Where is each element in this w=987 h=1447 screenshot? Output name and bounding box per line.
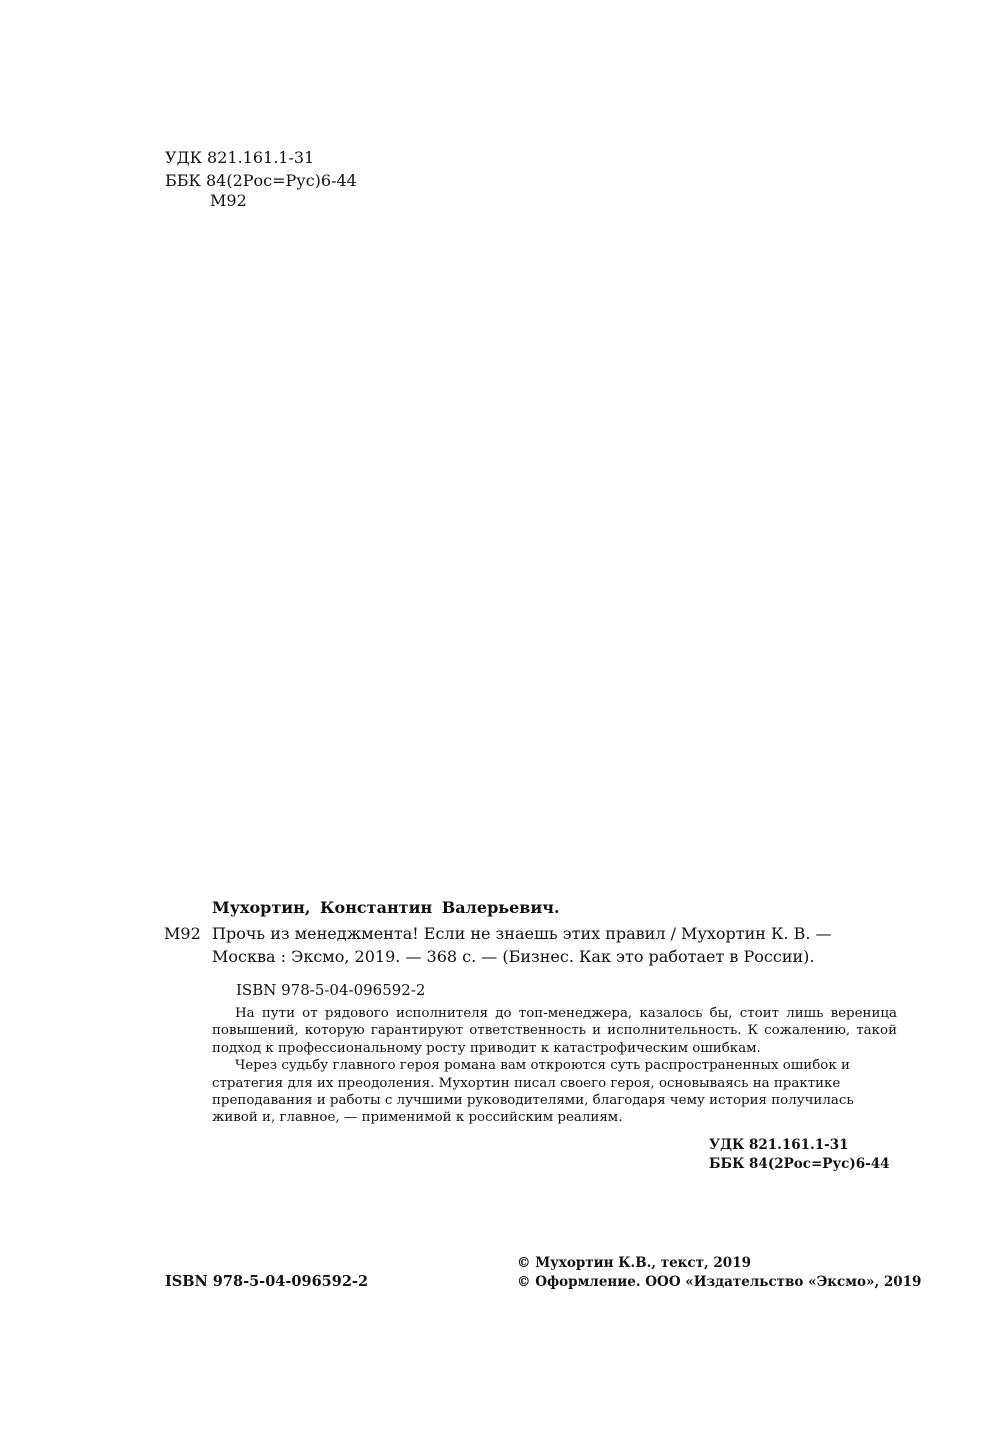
copyright-design: © Оформление. ООО «Издательство «Эксмо», 2019 bbox=[517, 1274, 922, 1290]
catalog-author: Мухортин, Константин Валерьевич. bbox=[212, 898, 560, 917]
annotation-paragraph-1: На пути от рядового исполнителя до топ-менеджера, казалось бы, стоит лишь вереница повышений, которую гарантируют ответственность и исполнительность. К сожалению, такой подход к профессиональному росту приводит к катастрофическим ошибкам. bbox=[212, 1006, 897, 1056]
header-author-mark: М92 bbox=[210, 191, 247, 210]
catalog-title-line2: Москва : Эксмо, 2019. — 368 с. — (Бизнес. Как это работает в России). bbox=[212, 947, 815, 966]
catalog-title-line1: Прочь из менеджмента! Если не знаешь этих правил / Мухортин К. В. — bbox=[212, 924, 832, 943]
footer-isbn: ISBN 978-5-04-096592-2 bbox=[165, 1273, 369, 1290]
header-bbk: ББК 84(2Рос=Рус)6-44 bbox=[165, 171, 357, 190]
header-udk: УДК 821.161.1-31 bbox=[165, 148, 315, 167]
annotation-paragraph-2: Через судьбу главного героя романа вам откроются суть распространенных ошибок и стратегия для их преодоления. Мухортин писал своего героя, основываясь на практике преподавания и работы с лучшими руководителями, благодаря чему история получилась живой и, главное, — применимой к российским реалиям. bbox=[212, 1058, 854, 1126]
copyright-text: © Мухортин К.В., текст, 2019 bbox=[517, 1255, 751, 1271]
catalog-annotation bbox=[212, 1005, 897, 1127]
catalog-author-mark: М92 bbox=[164, 924, 201, 943]
catalog-udk: УДК 821.161.1-31 bbox=[709, 1137, 849, 1153]
catalog-isbn: ISBN 978-5-04-096592-2 bbox=[236, 981, 426, 999]
catalog-bbk: ББК 84(2Рос=Рус)6-44 bbox=[709, 1156, 890, 1172]
